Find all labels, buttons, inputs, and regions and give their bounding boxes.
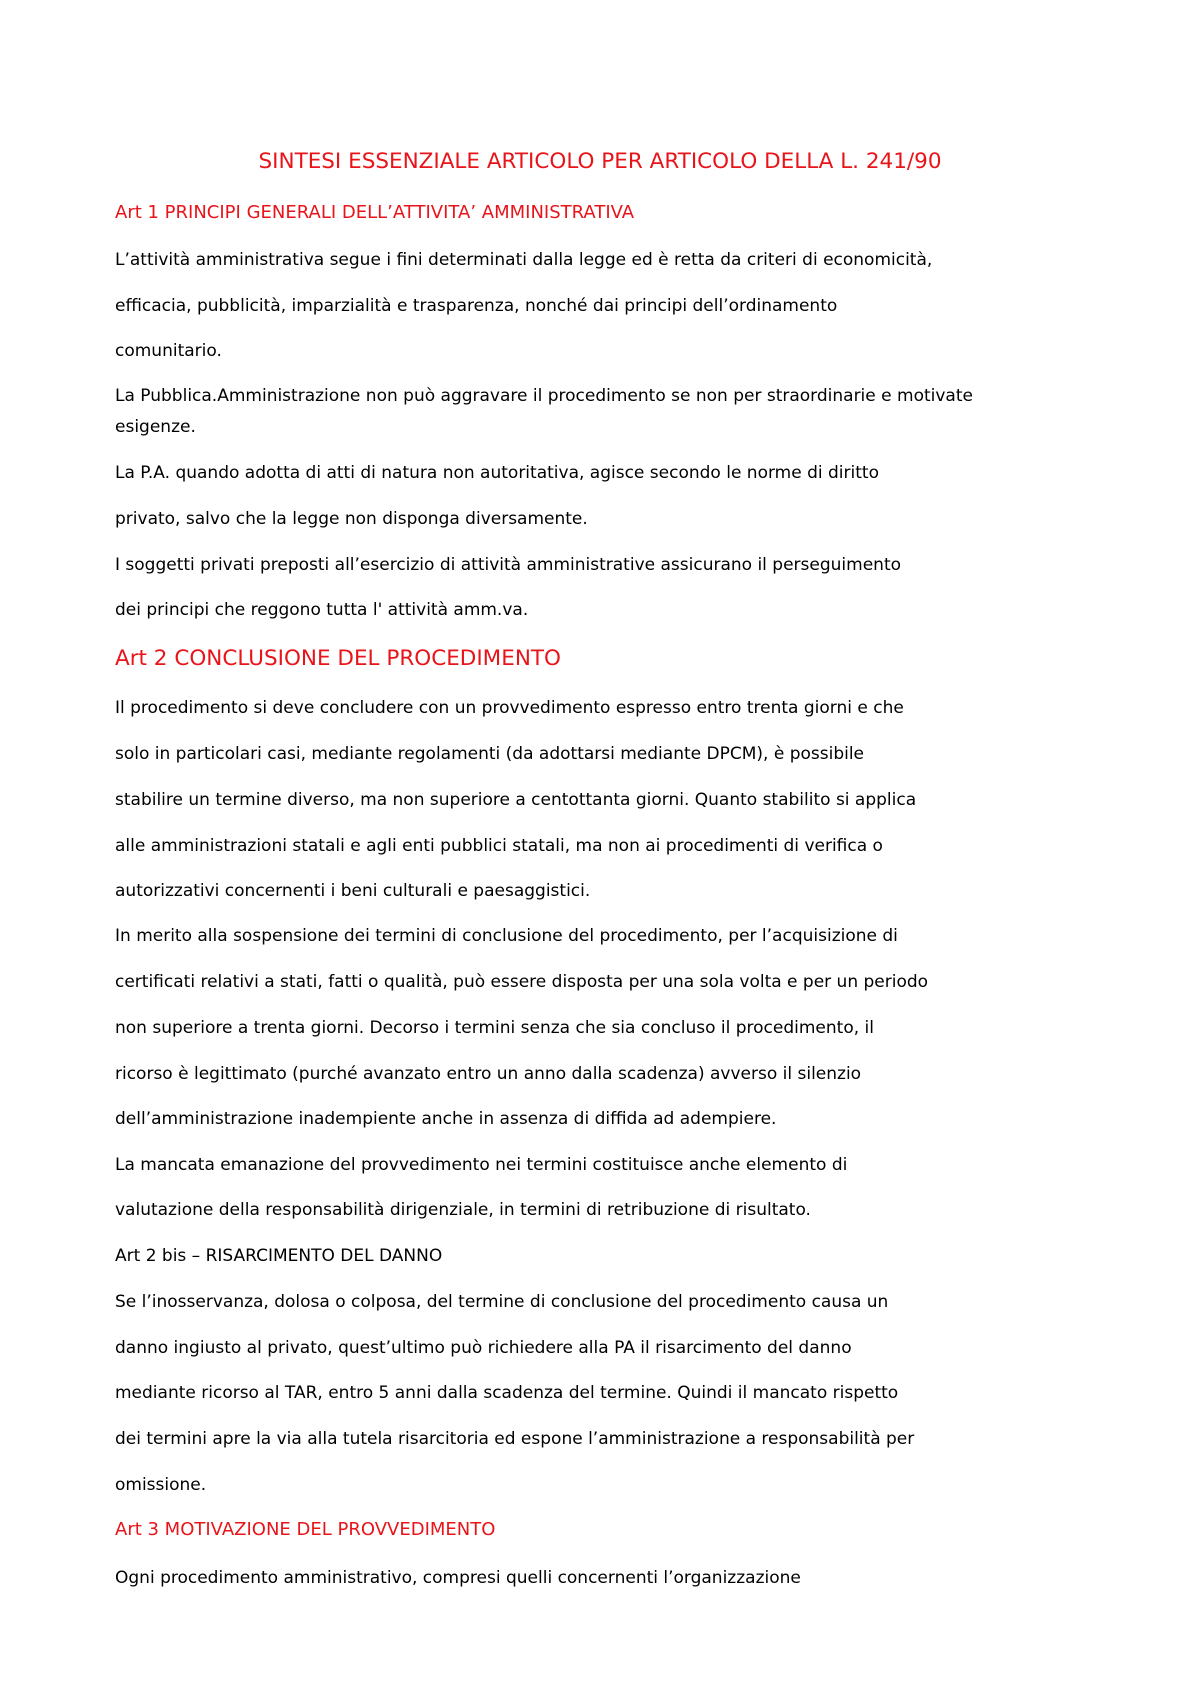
art2-line: autorizzativi concernenti i beni culturali e paesaggistici. xyxy=(115,881,591,901)
art2-line: stabilire un termine diverso, ma non superiore a centottanta giorni. Quanto stabilito si applica xyxy=(115,790,917,810)
art2bis-line: mediante ricorso al TAR, entro 5 anni dalla scadenza del termine. Quindi il mancato rispetto xyxy=(115,1383,899,1403)
art1-line: La P.A. quando adotta di atti di natura non autoritativa, agisce secondo le norme di diritto xyxy=(115,463,879,483)
art2-heading: Art 2 CONCLUSIONE DEL PROCEDIMENTO xyxy=(115,646,561,671)
art1-line: comunitario. xyxy=(115,341,222,361)
art2-line: La mancata emanazione del provvedimento nei termini costituisce anche elemento di xyxy=(115,1155,848,1175)
art2-line: dell’amministrazione inadempiente anche in assenza di diffida ad adempiere. xyxy=(115,1109,777,1129)
art3-heading: Art 3 MOTIVAZIONE DEL PROVVEDIMENTO xyxy=(115,1519,496,1540)
art1-line: efficacia, pubblicità, imparzialità e trasparenza, nonché dai principi dell’ordinamento xyxy=(115,296,838,316)
document-title: SINTESI ESSENZIALE ARTICOLO PER ARTICOLO DELLA L. 241/90 xyxy=(258,149,942,174)
art1-line: esigenze. xyxy=(115,417,196,437)
art2-line: solo in particolari casi, mediante regolamenti (da adottarsi mediante DPCM), è possibile xyxy=(115,744,865,764)
art2bis-line: Se l’inosservanza, dolosa o colposa, del termine di conclusione del procedimento causa un xyxy=(115,1292,889,1312)
art1-line: dei principi che reggono tutta l' attività amm.va. xyxy=(115,600,529,620)
art2-line: certificati relativi a stati, fatti o qualità, può essere disposta per una sola volta e per un periodo xyxy=(115,972,929,992)
art1-line: privato, salvo che la legge non disponga diversamente. xyxy=(115,509,588,529)
art1-heading: Art 1 PRINCIPI GENERALI DELL’ATTIVITA’ AMMINISTRATIVA xyxy=(115,202,635,223)
art2bis-heading: Art 2 bis – RISARCIMENTO DEL DANNO xyxy=(115,1246,443,1266)
art2-line: non superiore a trenta giorni. Decorso i termini senza che sia concluso il procedimento, il xyxy=(115,1018,874,1038)
art3-line: Ogni procedimento amministrativo, compresi quelli concernenti l’organizzazione xyxy=(115,1568,801,1588)
art1-line: L’attività amministrativa segue i fini determinati dalla legge ed è retta da criteri di economicità, xyxy=(115,250,933,270)
art1-line: La Pubblica.Amministrazione non può aggravare il procedimento se non per straordinarie e motivate xyxy=(115,386,973,406)
art2-line: valutazione della responsabilità dirigenziale, in termini di retribuzione di risultato. xyxy=(115,1200,811,1220)
art2-line: ricorso è legittimato (purché avanzato entro un anno dalla scadenza) avverso il silenzio xyxy=(115,1064,862,1084)
art2bis-line: omissione. xyxy=(115,1475,207,1495)
art2-line: In merito alla sospensione dei termini di conclusione del procedimento, per l’acquisizione di xyxy=(115,926,898,946)
art2bis-line: dei termini apre la via alla tutela risarcitoria ed espone l’amministrazione a responsabilità per xyxy=(115,1429,915,1449)
art2-line: Il procedimento si deve concludere con un provvedimento espresso entro trenta giorni e che xyxy=(115,698,904,718)
art1-line: I soggetti privati preposti all’esercizio di attività amministrative assicurano il perseguimento xyxy=(115,555,902,575)
art2-line: alle amministrazioni statali e agli enti pubblici statali, ma non ai procedimenti di verifica o xyxy=(115,836,883,856)
art2bis-line: danno ingiusto al privato, quest’ultimo può richiedere alla PA il risarcimento del danno xyxy=(115,1338,852,1358)
